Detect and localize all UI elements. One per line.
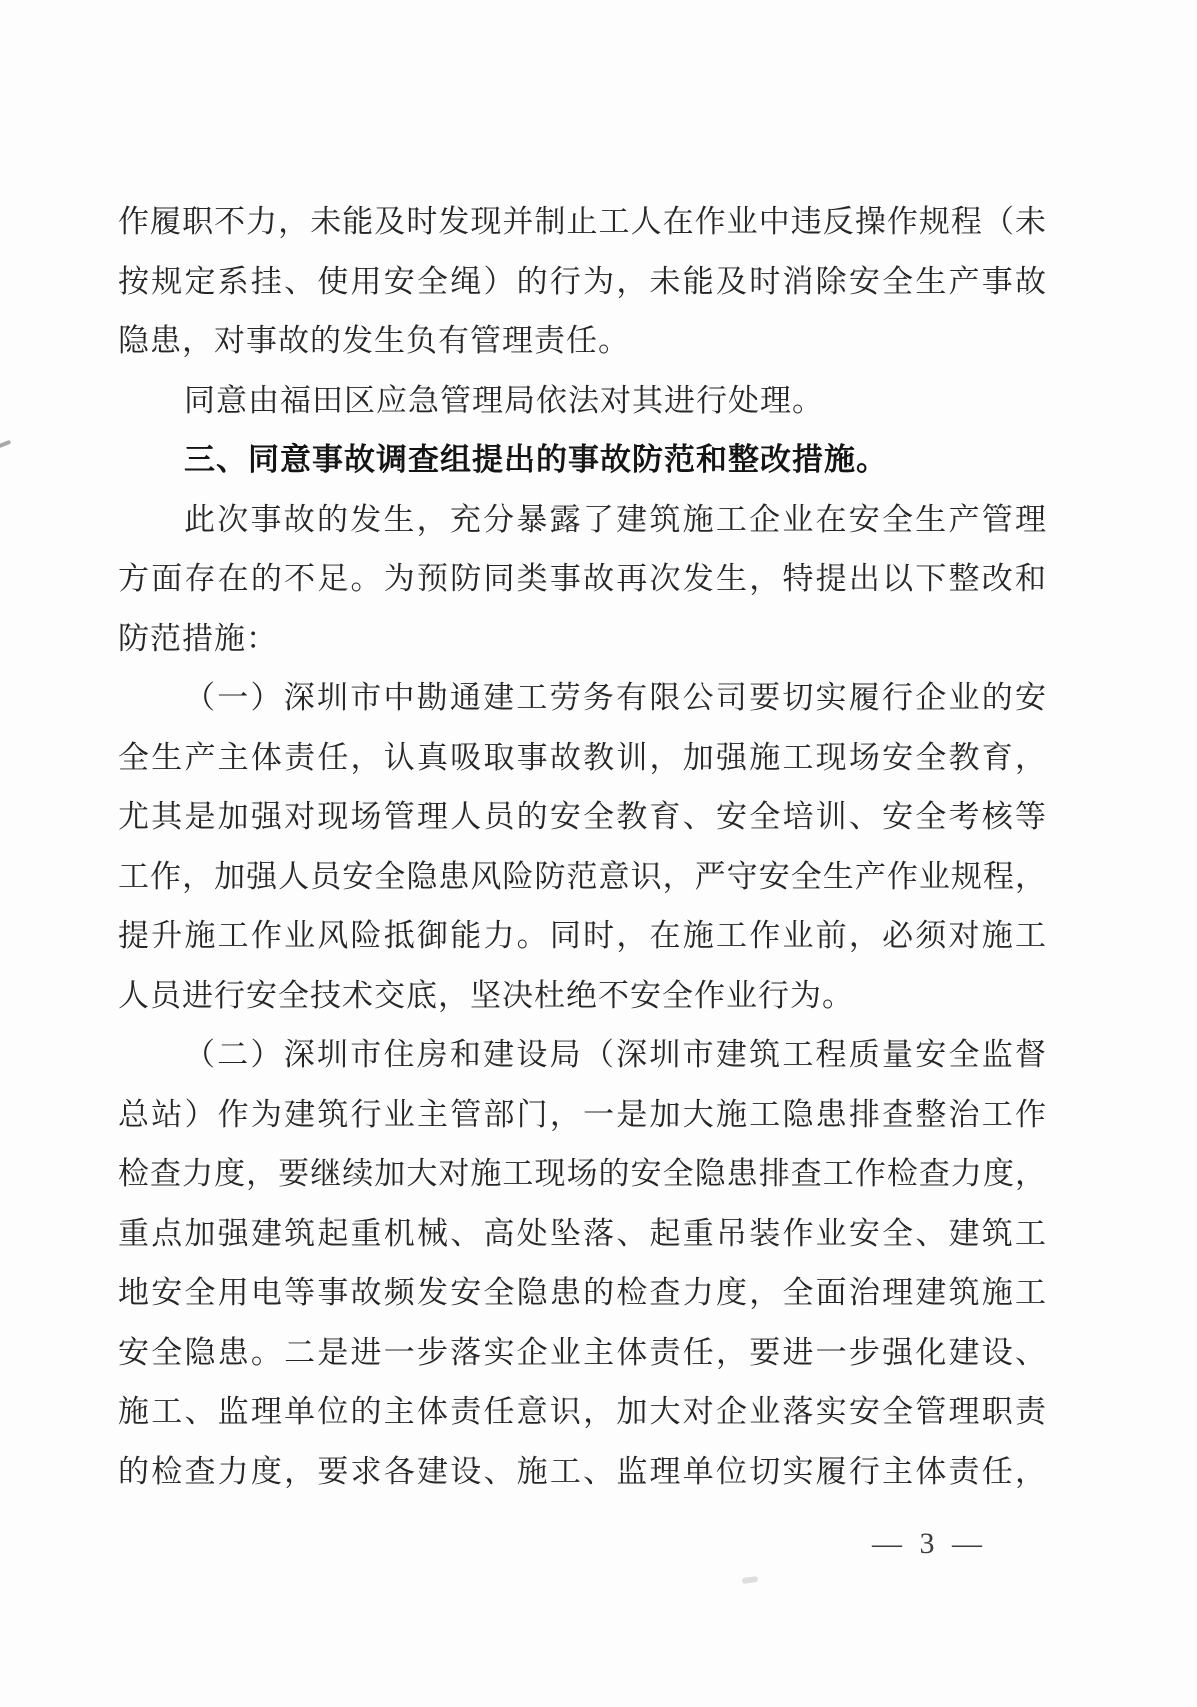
scan-artifact-speck bbox=[742, 1576, 759, 1584]
text-line: 方面存在的不足。为预防同类事故再次发生，特提出以下整改和 bbox=[118, 561, 1047, 596]
text-line: 安全隐患。二是进一步落实企业主体责任，要进一步强化建设、 bbox=[118, 1334, 1047, 1370]
text-line: 施工、监理单位的主体责任意识，加大对企业落实安全管理职责 bbox=[118, 1394, 1047, 1429]
scan-artifact-speck bbox=[0, 440, 11, 449]
text-line: 提升施工作业风险抵御能力。同时，在施工作业前，必须对施工 bbox=[118, 918, 1047, 953]
text-line: 总站）作为建筑行业主管部门，一是加大施工隐患排查整治工作 bbox=[118, 1096, 1047, 1132]
text-line: 的检查力度，要求各建设、施工、监理单位切实履行主体责任， bbox=[118, 1453, 1047, 1489]
document-body bbox=[118, 192, 1047, 1501]
text-line: 人员进行安全技术交底，坚决杜绝不安全作业行为。 bbox=[118, 977, 854, 1013]
text-line: 同意由福田区应急管理局依法对其进行处理。 bbox=[184, 382, 824, 418]
text-line: 此次事故的发生，充分暴露了建筑施工企业在安全生产管理 bbox=[184, 501, 1047, 537]
text-line: （二）深圳市住房和建设局（深圳市建筑工程质量安全监督 bbox=[184, 1037, 1047, 1072]
page-number: — 3 — bbox=[872, 1527, 987, 1560]
text-line: 重点加强建筑起重机械、高处坠落、起重吊装作业安全、建筑工 bbox=[118, 1215, 1047, 1251]
text-line: 检查力度，要继续加大对施工现场的安全隐患排查工作检查力度， bbox=[118, 1156, 1047, 1191]
text-line: 地安全用电等事故频发安全隐患的检查力度，全面治理建筑施工 bbox=[118, 1275, 1047, 1310]
text-line: 按规定系挂、使用安全绳）的行为，未能及时消除安全生产事故 bbox=[118, 263, 1047, 299]
text-line: 作履职不力，未能及时发现并制止工人在作业中违反操作规程（未 bbox=[118, 204, 1047, 239]
text-line: 工作，加强人员安全隐患风险防范意识，严守安全生产作业规程， bbox=[118, 858, 1047, 894]
text-line: （一）深圳市中勘通建工劳务有限公司要切实履行企业的安 bbox=[184, 680, 1047, 715]
text-line: 防范措施： bbox=[118, 620, 278, 656]
text-line: 隐患，对事故的发生负有管理责任。 bbox=[118, 323, 630, 358]
text-line: 尤其是加强对现场管理人员的安全教育、安全培训、安全考核等 bbox=[118, 799, 1047, 834]
text-line: 三、同意事故调查组提出的事故防范和整改措施。 bbox=[184, 442, 888, 477]
text-line: 全生产主体责任，认真吸取事故教训，加强施工现场安全教育， bbox=[118, 739, 1047, 775]
